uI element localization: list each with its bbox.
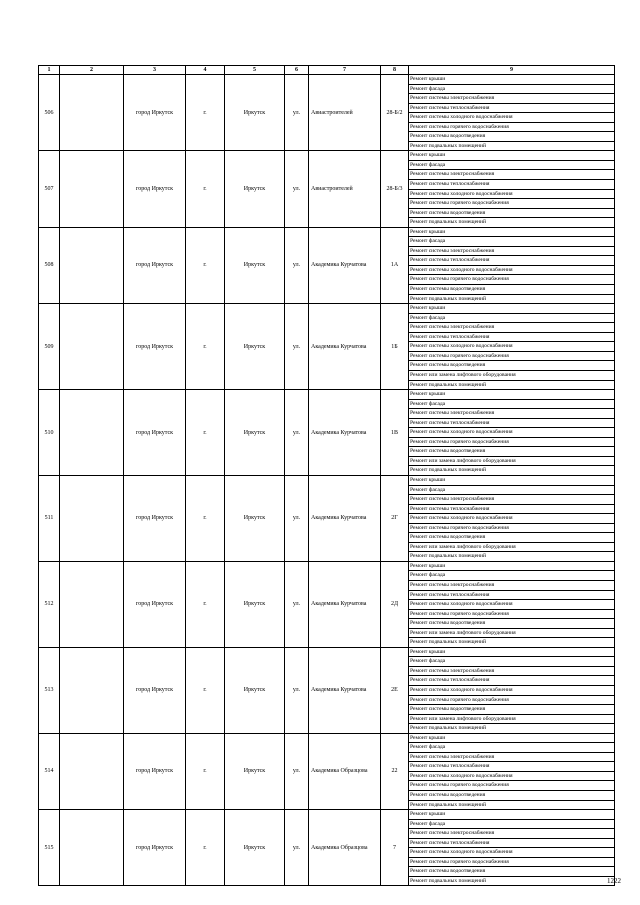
header-row <box>39 66 615 75</box>
work-item: Ремонт фасада <box>409 571 614 581</box>
work-item: Ремонт системы теплоснабжения <box>409 256 614 266</box>
work-item: Ремонт системы теплоснабжения <box>409 333 614 343</box>
city-abbr-cell: г. <box>186 304 225 390</box>
work-item: Ремонт системы водоотведения <box>409 361 614 371</box>
row-number-cell: 506 <box>39 75 60 151</box>
city-name-cell: Иркутск <box>225 151 285 227</box>
work-item: Ремонт крыши <box>409 304 614 314</box>
table-row <box>39 75 615 151</box>
table-row <box>39 151 615 227</box>
work-item: Ремонт подвальных помещений <box>410 725 487 732</box>
header-col-3: 3 <box>124 66 186 75</box>
city-abbr-cell: г. <box>186 475 225 561</box>
works-table <box>38 65 615 886</box>
work-item: Ремонт системы водоотведения <box>409 705 614 715</box>
work-item: Ремонт системы холодного водоснабжения <box>409 848 614 858</box>
work-item: Ремонт системы горячего водоснабжения <box>409 781 614 791</box>
city-abbr-cell: г. <box>186 733 225 809</box>
city-abbr-cell: г. <box>186 390 225 476</box>
row-number-cell: 512 <box>39 561 60 647</box>
street-cell: Академика Курчатова <box>309 647 381 733</box>
work-item: Ремонт системы горячего водоснабжения <box>409 438 614 448</box>
city-cell: город Иркутск <box>124 733 186 809</box>
house-cell: 1А <box>381 227 409 303</box>
table-row <box>39 561 615 647</box>
table-row <box>39 475 615 561</box>
work-item: Ремонт крыши <box>409 810 614 820</box>
work-item: Ремонт крыши <box>409 390 614 400</box>
work-item: Ремонт системы холодного водоснабжения <box>409 600 614 610</box>
works-cell <box>409 475 615 561</box>
street-cell: Академика Курчатова <box>309 475 381 561</box>
work-item: Ремонт подвальных помещений <box>410 467 487 474</box>
work-item: Ремонт фасада <box>409 743 614 753</box>
house-cell: 2Д <box>381 561 409 647</box>
work-item: Ремонт подвальных помещений <box>410 639 487 646</box>
work-item: Ремонт системы горячего водоснабжения <box>409 524 614 534</box>
work-item: Ремонт системы холодного водоснабжения <box>409 342 614 352</box>
street-type-cell: ул. <box>285 227 309 303</box>
work-item: Ремонт фасада <box>409 486 614 496</box>
column-2-cell <box>60 151 124 227</box>
work-item: Ремонт системы холодного водоснабжения <box>409 514 614 524</box>
work-item: Ремонт системы горячего водоснабжения <box>409 610 614 620</box>
work-item: Ремонт крыши <box>409 228 614 238</box>
work-item: Ремонт системы электроснабжения <box>409 94 614 104</box>
table-row <box>39 647 615 733</box>
work-item: Ремонт системы теплоснабжения <box>409 180 614 190</box>
work-item: Ремонт крыши <box>409 734 614 744</box>
row-number-cell: 514 <box>39 733 60 809</box>
column-2-cell <box>60 810 124 886</box>
work-item: Ремонт крыши <box>409 151 614 161</box>
house-cell: 2Е <box>381 647 409 733</box>
city-cell: город Иркутск <box>124 227 186 303</box>
row-number-cell: 511 <box>39 475 60 561</box>
city-name-cell: Иркутск <box>225 227 285 303</box>
work-item: Ремонт системы водоотведения <box>409 791 614 801</box>
work-item: Ремонт фасада <box>409 820 614 830</box>
city-abbr-cell: г. <box>186 75 225 151</box>
work-item: Ремонт системы водоотведения <box>409 619 614 629</box>
work-item: Ремонт системы электроснабжения <box>409 829 614 839</box>
header-col-5: 5 <box>225 66 285 75</box>
work-item: Ремонт системы холодного водоснабжения <box>409 113 614 123</box>
works-cell <box>409 227 615 303</box>
work-item: Ремонт системы электроснабжения <box>409 409 614 419</box>
street-cell: Академика Курчатова <box>309 227 381 303</box>
works-cell <box>409 561 615 647</box>
work-item: Ремонт подвальных помещений <box>410 553 487 560</box>
work-item: Ремонт крыши <box>409 562 614 572</box>
house-cell: 28-Б/2 <box>381 75 409 151</box>
work-item: Ремонт фасада <box>409 161 614 171</box>
work-item: Ремонт системы горячего водоснабжения <box>409 352 614 362</box>
city-cell: город Иркутск <box>124 75 186 151</box>
header-col-9: 9 <box>409 66 615 75</box>
column-2-cell <box>60 75 124 151</box>
work-item: Ремонт фасада <box>409 400 614 410</box>
street-type-cell: ул. <box>285 151 309 227</box>
column-2-cell <box>60 647 124 733</box>
city-name-cell: Иркутск <box>225 810 285 886</box>
work-item: Ремонт фасада <box>409 85 614 95</box>
work-item: Ремонт подвальных помещений <box>410 219 487 226</box>
street-cell: Академика Курчатова <box>309 561 381 647</box>
work-item: Ремонт подвальных помещений <box>410 142 487 149</box>
work-item: Ремонт системы холодного водоснабжения <box>409 686 614 696</box>
work-item: Ремонт или замена лифтового оборудования <box>409 715 614 725</box>
work-item: Ремонт или замена лифтового оборудования <box>409 629 614 639</box>
works-cell <box>409 810 615 886</box>
work-item: Ремонт системы электроснабжения <box>409 667 614 677</box>
works-cell <box>409 733 615 809</box>
city-abbr-cell: г. <box>186 561 225 647</box>
city-name-cell: Иркутск <box>225 75 285 151</box>
work-item: Ремонт системы теплоснабжения <box>409 419 614 429</box>
table-row <box>39 304 615 390</box>
work-item: Ремонт крыши <box>409 75 614 85</box>
page-number: 1222 <box>607 877 621 885</box>
row-number-cell: 513 <box>39 647 60 733</box>
column-2-cell <box>60 227 124 303</box>
work-item: Ремонт или замена лифтового оборудования <box>409 371 614 381</box>
street-type-cell: ул. <box>285 304 309 390</box>
work-item: Ремонт системы водоотведения <box>409 533 614 543</box>
city-name-cell: Иркутск <box>225 561 285 647</box>
street-type-cell: ул. <box>285 810 309 886</box>
house-cell: 22 <box>381 733 409 809</box>
work-item: Ремонт системы теплоснабжения <box>409 839 614 849</box>
header-col-6: 6 <box>285 66 309 75</box>
table-row <box>39 390 615 476</box>
work-item: Ремонт системы водоотведения <box>409 447 614 457</box>
work-item: Ремонт системы горячего водоснабжения <box>409 275 614 285</box>
house-cell: 2Г <box>381 475 409 561</box>
work-item: Ремонт крыши <box>409 476 614 486</box>
house-cell: 1В <box>381 390 409 476</box>
column-2-cell <box>60 561 124 647</box>
street-cell: Академика Курчатова <box>309 390 381 476</box>
column-2-cell <box>60 304 124 390</box>
header-col-4: 4 <box>186 66 225 75</box>
works-cell <box>409 151 615 227</box>
works-cell <box>409 304 615 390</box>
work-item: Ремонт системы водоотведения <box>409 132 614 142</box>
street-type-cell: ул. <box>285 390 309 476</box>
table-row <box>39 810 615 886</box>
city-cell: город Иркутск <box>124 647 186 733</box>
header-col-2: 2 <box>60 66 124 75</box>
city-abbr-cell: г. <box>186 810 225 886</box>
work-item: Ремонт системы холодного водоснабжения <box>409 190 614 200</box>
row-number-cell: 508 <box>39 227 60 303</box>
work-item: Ремонт системы горячего водоснабжения <box>409 696 614 706</box>
column-2-cell <box>60 475 124 561</box>
city-abbr-cell: г. <box>186 227 225 303</box>
city-cell: город Иркутск <box>124 475 186 561</box>
work-item: Ремонт системы холодного водоснабжения <box>409 266 614 276</box>
house-cell: 1Б <box>381 304 409 390</box>
work-item: Ремонт системы холодного водоснабжения <box>409 428 614 438</box>
work-item: Ремонт системы водоотведения <box>409 867 614 877</box>
work-item: Ремонт крыши <box>409 648 614 658</box>
city-name-cell: Иркутск <box>225 390 285 476</box>
house-cell: 7 <box>381 810 409 886</box>
work-item: Ремонт системы горячего водоснабжения <box>409 199 614 209</box>
works-cell <box>409 75 615 151</box>
work-item: Ремонт системы теплоснабжения <box>409 104 614 114</box>
row-number-cell: 509 <box>39 304 60 390</box>
street-type-cell: ул. <box>285 733 309 809</box>
street-cell: Академика Курчатова <box>309 304 381 390</box>
city-cell: город Иркутск <box>124 810 186 886</box>
table-row <box>39 733 615 809</box>
header-col-7: 7 <box>309 66 381 75</box>
city-name-cell: Иркутск <box>225 647 285 733</box>
street-type-cell: ул. <box>285 647 309 733</box>
work-item: Ремонт системы электроснабжения <box>409 323 614 333</box>
work-item: Ремонт системы горячего водоснабжения <box>409 123 614 133</box>
work-item: Ремонт фасада <box>409 657 614 667</box>
city-name-cell: Иркутск <box>225 733 285 809</box>
header-col-8: 8 <box>381 66 409 75</box>
work-item: Ремонт подвальных помещений <box>410 295 487 302</box>
work-item: Ремонт системы электроснабжения <box>409 170 614 180</box>
work-item: Ремонт системы холодного водоснабжения <box>409 772 614 782</box>
work-item: Ремонт системы водоотведения <box>409 209 614 219</box>
street-type-cell: ул. <box>285 561 309 647</box>
work-item: Ремонт системы горячего водоснабжения <box>409 858 614 868</box>
city-abbr-cell: г. <box>186 151 225 227</box>
table-row <box>39 227 615 303</box>
column-2-cell <box>60 733 124 809</box>
work-item: Ремонт подвальных помещений <box>410 877 487 884</box>
work-item: Ремонт системы теплоснабжения <box>409 591 614 601</box>
city-cell: город Иркутск <box>124 561 186 647</box>
work-item: Ремонт системы электроснабжения <box>409 753 614 763</box>
row-number-cell: 507 <box>39 151 60 227</box>
city-abbr-cell: г. <box>186 647 225 733</box>
work-item: Ремонт или замена лифтового оборудования <box>409 457 614 467</box>
city-cell: город Иркутск <box>124 304 186 390</box>
work-item: Ремонт системы электроснабжения <box>409 495 614 505</box>
work-item: Ремонт подвальных помещений <box>410 801 487 808</box>
works-cell <box>409 390 615 476</box>
city-cell: город Иркутск <box>124 390 186 476</box>
row-number-cell: 515 <box>39 810 60 886</box>
street-cell: Авиастроителей <box>309 75 381 151</box>
header-col-1: 1 <box>39 66 60 75</box>
street-type-cell: ул. <box>285 475 309 561</box>
work-item: Ремонт системы электроснабжения <box>409 247 614 257</box>
work-item: Ремонт системы водоотведения <box>409 285 614 295</box>
work-item: Ремонт системы теплоснабжения <box>409 676 614 686</box>
city-name-cell: Иркутск <box>225 304 285 390</box>
work-item: Ремонт системы электроснабжения <box>409 581 614 591</box>
work-item: Ремонт системы теплоснабжения <box>409 762 614 772</box>
street-cell: Академика Образцова <box>309 810 381 886</box>
house-cell: 28-Б/3 <box>381 151 409 227</box>
work-item: Ремонт подвальных помещений <box>410 381 487 388</box>
street-type-cell: ул. <box>285 75 309 151</box>
city-cell: город Иркутск <box>124 151 186 227</box>
street-cell: Академика Образцова <box>309 733 381 809</box>
work-item: Ремонт фасада <box>409 314 614 324</box>
work-item: Ремонт или замена лифтового оборудования <box>409 543 614 553</box>
city-name-cell: Иркутск <box>225 475 285 561</box>
column-2-cell <box>60 390 124 476</box>
works-cell <box>409 647 615 733</box>
row-number-cell: 510 <box>39 390 60 476</box>
street-cell: Авиастроителей <box>309 151 381 227</box>
work-item: Ремонт системы теплоснабжения <box>409 505 614 515</box>
work-item: Ремонт фасада <box>409 237 614 247</box>
